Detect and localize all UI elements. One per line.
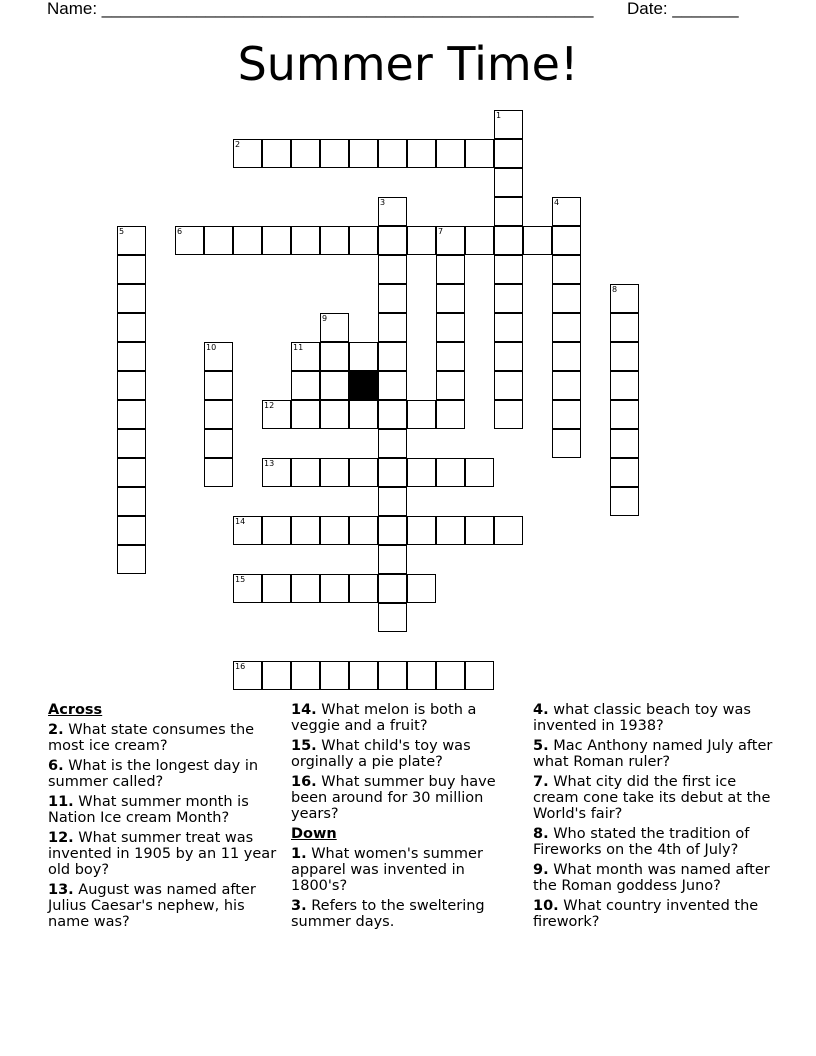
clue-down-8: 8. Who stated the tradition of Fireworks on the 4th of July? [533, 826, 750, 858]
grid-cell[interactable] [378, 429, 407, 458]
grid-cell[interactable] [610, 487, 639, 516]
grid-cell[interactable] [494, 226, 523, 255]
grid-cell[interactable] [262, 226, 291, 255]
grid-cell[interactable] [552, 226, 581, 255]
grid-cell[interactable] [610, 313, 639, 342]
grid-cell[interactable] [552, 400, 581, 429]
grid-cell[interactable] [117, 400, 146, 429]
grid-cell[interactable] [552, 342, 581, 371]
grid-cell[interactable] [291, 371, 320, 400]
grid-cell[interactable] [407, 139, 436, 168]
clue-across-14: 14. What melon is both a veggie and a fruit? [291, 702, 477, 734]
grid-cell[interactable] [117, 342, 146, 371]
grid-cell[interactable] [262, 661, 291, 690]
grid-cell[interactable] [436, 661, 465, 690]
clue-number-16: 16 [235, 662, 246, 671]
grid-cell[interactable] [204, 458, 233, 487]
clue-number-10: 10 [206, 343, 217, 352]
clue-column-3 [533, 702, 773, 934]
grid-cell[interactable] [291, 226, 320, 255]
grid-cell[interactable] [436, 342, 465, 371]
grid-cell[interactable] [117, 545, 146, 574]
clue-number-11: 11 [293, 343, 304, 352]
grid-cell[interactable] [494, 371, 523, 400]
clue-down-1: 1. What women's summer apparel was invented in 1800's? [291, 846, 483, 894]
grid-cell[interactable] [494, 197, 523, 226]
grid-cell[interactable] [349, 574, 378, 603]
grid-cell[interactable] [407, 574, 436, 603]
grid-cell[interactable] [349, 661, 378, 690]
grid-cell[interactable] [320, 661, 349, 690]
grid-cell[interactable] [378, 516, 407, 545]
name-field[interactable]: Name: ____________________________________________________ [47, 0, 594, 18]
grid-cell[interactable] [204, 371, 233, 400]
across-heading: Across [48, 702, 103, 718]
grid-cell[interactable] [610, 429, 639, 458]
grid-cell[interactable] [378, 255, 407, 284]
grid-cell[interactable] [204, 400, 233, 429]
grid-cell[interactable] [320, 226, 349, 255]
grid-cell[interactable] [436, 371, 465, 400]
black-square [349, 371, 378, 400]
grid-cell[interactable] [349, 400, 378, 429]
clue-across-15: 15. What child's toy was orginally a pie plate? [291, 738, 471, 770]
grid-cell[interactable] [436, 313, 465, 342]
grid-cell[interactable] [465, 516, 494, 545]
grid-cell[interactable] [552, 284, 581, 313]
grid-cell[interactable] [117, 284, 146, 313]
clue-column-1 [48, 702, 280, 934]
grid-cell[interactable] [494, 342, 523, 371]
grid-cell[interactable] [552, 429, 581, 458]
grid-cell[interactable] [117, 255, 146, 284]
grid-cell[interactable] [378, 284, 407, 313]
grid-cell[interactable] [349, 516, 378, 545]
grid-cell[interactable] [552, 371, 581, 400]
grid-cell[interactable] [494, 400, 523, 429]
clue-across-11: 11. What summer month is Nation Ice cream Month? [48, 794, 249, 826]
clue-down-10: 10. What country invented the firework? [533, 898, 759, 930]
grid-cell[interactable] [378, 226, 407, 255]
clue-number-5: 5 [119, 227, 125, 236]
grid-cell[interactable] [610, 342, 639, 371]
clue-number-9: 9 [322, 314, 328, 323]
grid-cell[interactable] [494, 255, 523, 284]
grid-cell[interactable] [552, 255, 581, 284]
grid-cell[interactable] [407, 400, 436, 429]
clue-number-15: 15 [235, 575, 246, 584]
clue-number-3: 3 [380, 198, 386, 207]
grid-cell[interactable] [320, 400, 349, 429]
clue-across-16: 16. What summer buy have been around for 30 million years? [291, 774, 496, 822]
grid-cell[interactable] [465, 661, 494, 690]
clue-down-9: 9. What month was named after the Roman goddess Juno? [533, 862, 770, 894]
grid-cell[interactable] [436, 284, 465, 313]
grid-cell[interactable] [436, 139, 465, 168]
grid-cell[interactable] [407, 458, 436, 487]
clue-number-2: 2 [235, 140, 241, 149]
grid-cell[interactable] [494, 139, 523, 168]
clue-across-6: 6. What is the longest day in summer called? [48, 758, 259, 790]
grid-cell[interactable] [262, 574, 291, 603]
grid-cell[interactable] [465, 458, 494, 487]
grid-cell[interactable] [378, 661, 407, 690]
grid-cell[interactable] [378, 313, 407, 342]
grid-cell[interactable] [320, 574, 349, 603]
grid-cell[interactable] [407, 516, 436, 545]
grid-cell[interactable] [117, 429, 146, 458]
grid-cell[interactable] [378, 574, 407, 603]
grid-cell[interactable] [320, 516, 349, 545]
grid-cell[interactable] [378, 603, 407, 632]
grid-cell[interactable] [204, 429, 233, 458]
grid-cell[interactable] [407, 226, 436, 255]
grid-cell[interactable] [291, 458, 320, 487]
grid-cell[interactable] [378, 487, 407, 516]
grid-cell[interactable] [494, 516, 523, 545]
date-field[interactable]: Date: _______ [627, 0, 739, 18]
grid-cell[interactable] [610, 458, 639, 487]
grid-cell[interactable] [320, 342, 349, 371]
grid-cell[interactable] [407, 661, 436, 690]
grid-cell[interactable] [436, 400, 465, 429]
grid-cell[interactable] [291, 516, 320, 545]
grid-cell[interactable] [378, 545, 407, 574]
grid-cell[interactable] [494, 284, 523, 313]
grid-cell[interactable] [465, 139, 494, 168]
clue-down-5: 5. Mac Anthony named July after what Roman ruler? [533, 738, 773, 770]
grid-cell[interactable] [291, 661, 320, 690]
grid-cell[interactable] [262, 516, 291, 545]
grid-cell[interactable] [465, 226, 494, 255]
clue-across-2: 2. What state consumes the most ice cream? [48, 722, 255, 754]
grid-cell[interactable] [320, 371, 349, 400]
clue-number-8: 8 [612, 285, 618, 294]
grid-cell[interactable] [204, 226, 233, 255]
grid-cell[interactable] [117, 516, 146, 545]
grid-cell[interactable] [291, 574, 320, 603]
grid-cell[interactable] [320, 458, 349, 487]
clue-number-6: 6 [177, 227, 183, 236]
clue-across-12: 12. What summer treat was invented in 1905 by an 11 year old boy? [48, 830, 277, 878]
clue-down-3: 3. Refers to the sweltering summer days. [291, 898, 485, 930]
page-title: Summer Time! [237, 37, 579, 91]
grid-cell[interactable] [436, 458, 465, 487]
grid-cell[interactable] [291, 139, 320, 168]
grid-cell[interactable] [436, 516, 465, 545]
grid-cell[interactable] [378, 458, 407, 487]
grid-cell[interactable] [494, 168, 523, 197]
grid-cell[interactable] [552, 313, 581, 342]
grid-cell[interactable] [610, 400, 639, 429]
grid-cell[interactable] [117, 371, 146, 400]
grid-cell[interactable] [262, 139, 291, 168]
grid-cell[interactable] [523, 226, 552, 255]
grid-cell[interactable] [117, 458, 146, 487]
grid-cell[interactable] [378, 342, 407, 371]
clue-number-14: 14 [235, 517, 246, 526]
grid-cell[interactable] [610, 371, 639, 400]
grid-cell[interactable] [494, 313, 523, 342]
grid-cell[interactable] [436, 255, 465, 284]
grid-cell[interactable] [349, 342, 378, 371]
grid-cell[interactable] [233, 226, 262, 255]
grid-cell[interactable] [349, 458, 378, 487]
clue-number-1: 1 [496, 111, 502, 120]
clue-number-4: 4 [554, 198, 560, 207]
grid-cell[interactable] [291, 400, 320, 429]
clue-column-2 [291, 702, 519, 934]
grid-cell[interactable] [349, 226, 378, 255]
grid-cell[interactable] [378, 139, 407, 168]
clue-number-7: 7 [438, 227, 444, 236]
down-heading: Down [291, 826, 337, 842]
grid-cell[interactable] [378, 400, 407, 429]
clue-across-13: 13. August was named after Julius Caesar's nephew, his name was? [48, 882, 256, 930]
clue-number-13: 13 [264, 459, 275, 468]
grid-cell[interactable] [349, 139, 378, 168]
clue-number-12: 12 [264, 401, 275, 410]
grid-cell[interactable] [117, 487, 146, 516]
grid-cell[interactable] [378, 371, 407, 400]
clue-down-4: 4. what classic beach toy was invented in 1938? [533, 702, 751, 734]
grid-cell[interactable] [320, 139, 349, 168]
grid-cell[interactable] [117, 313, 146, 342]
clue-down-7: 7. What city did the first ice cream cone take its debut at the World's fair? [533, 774, 771, 822]
